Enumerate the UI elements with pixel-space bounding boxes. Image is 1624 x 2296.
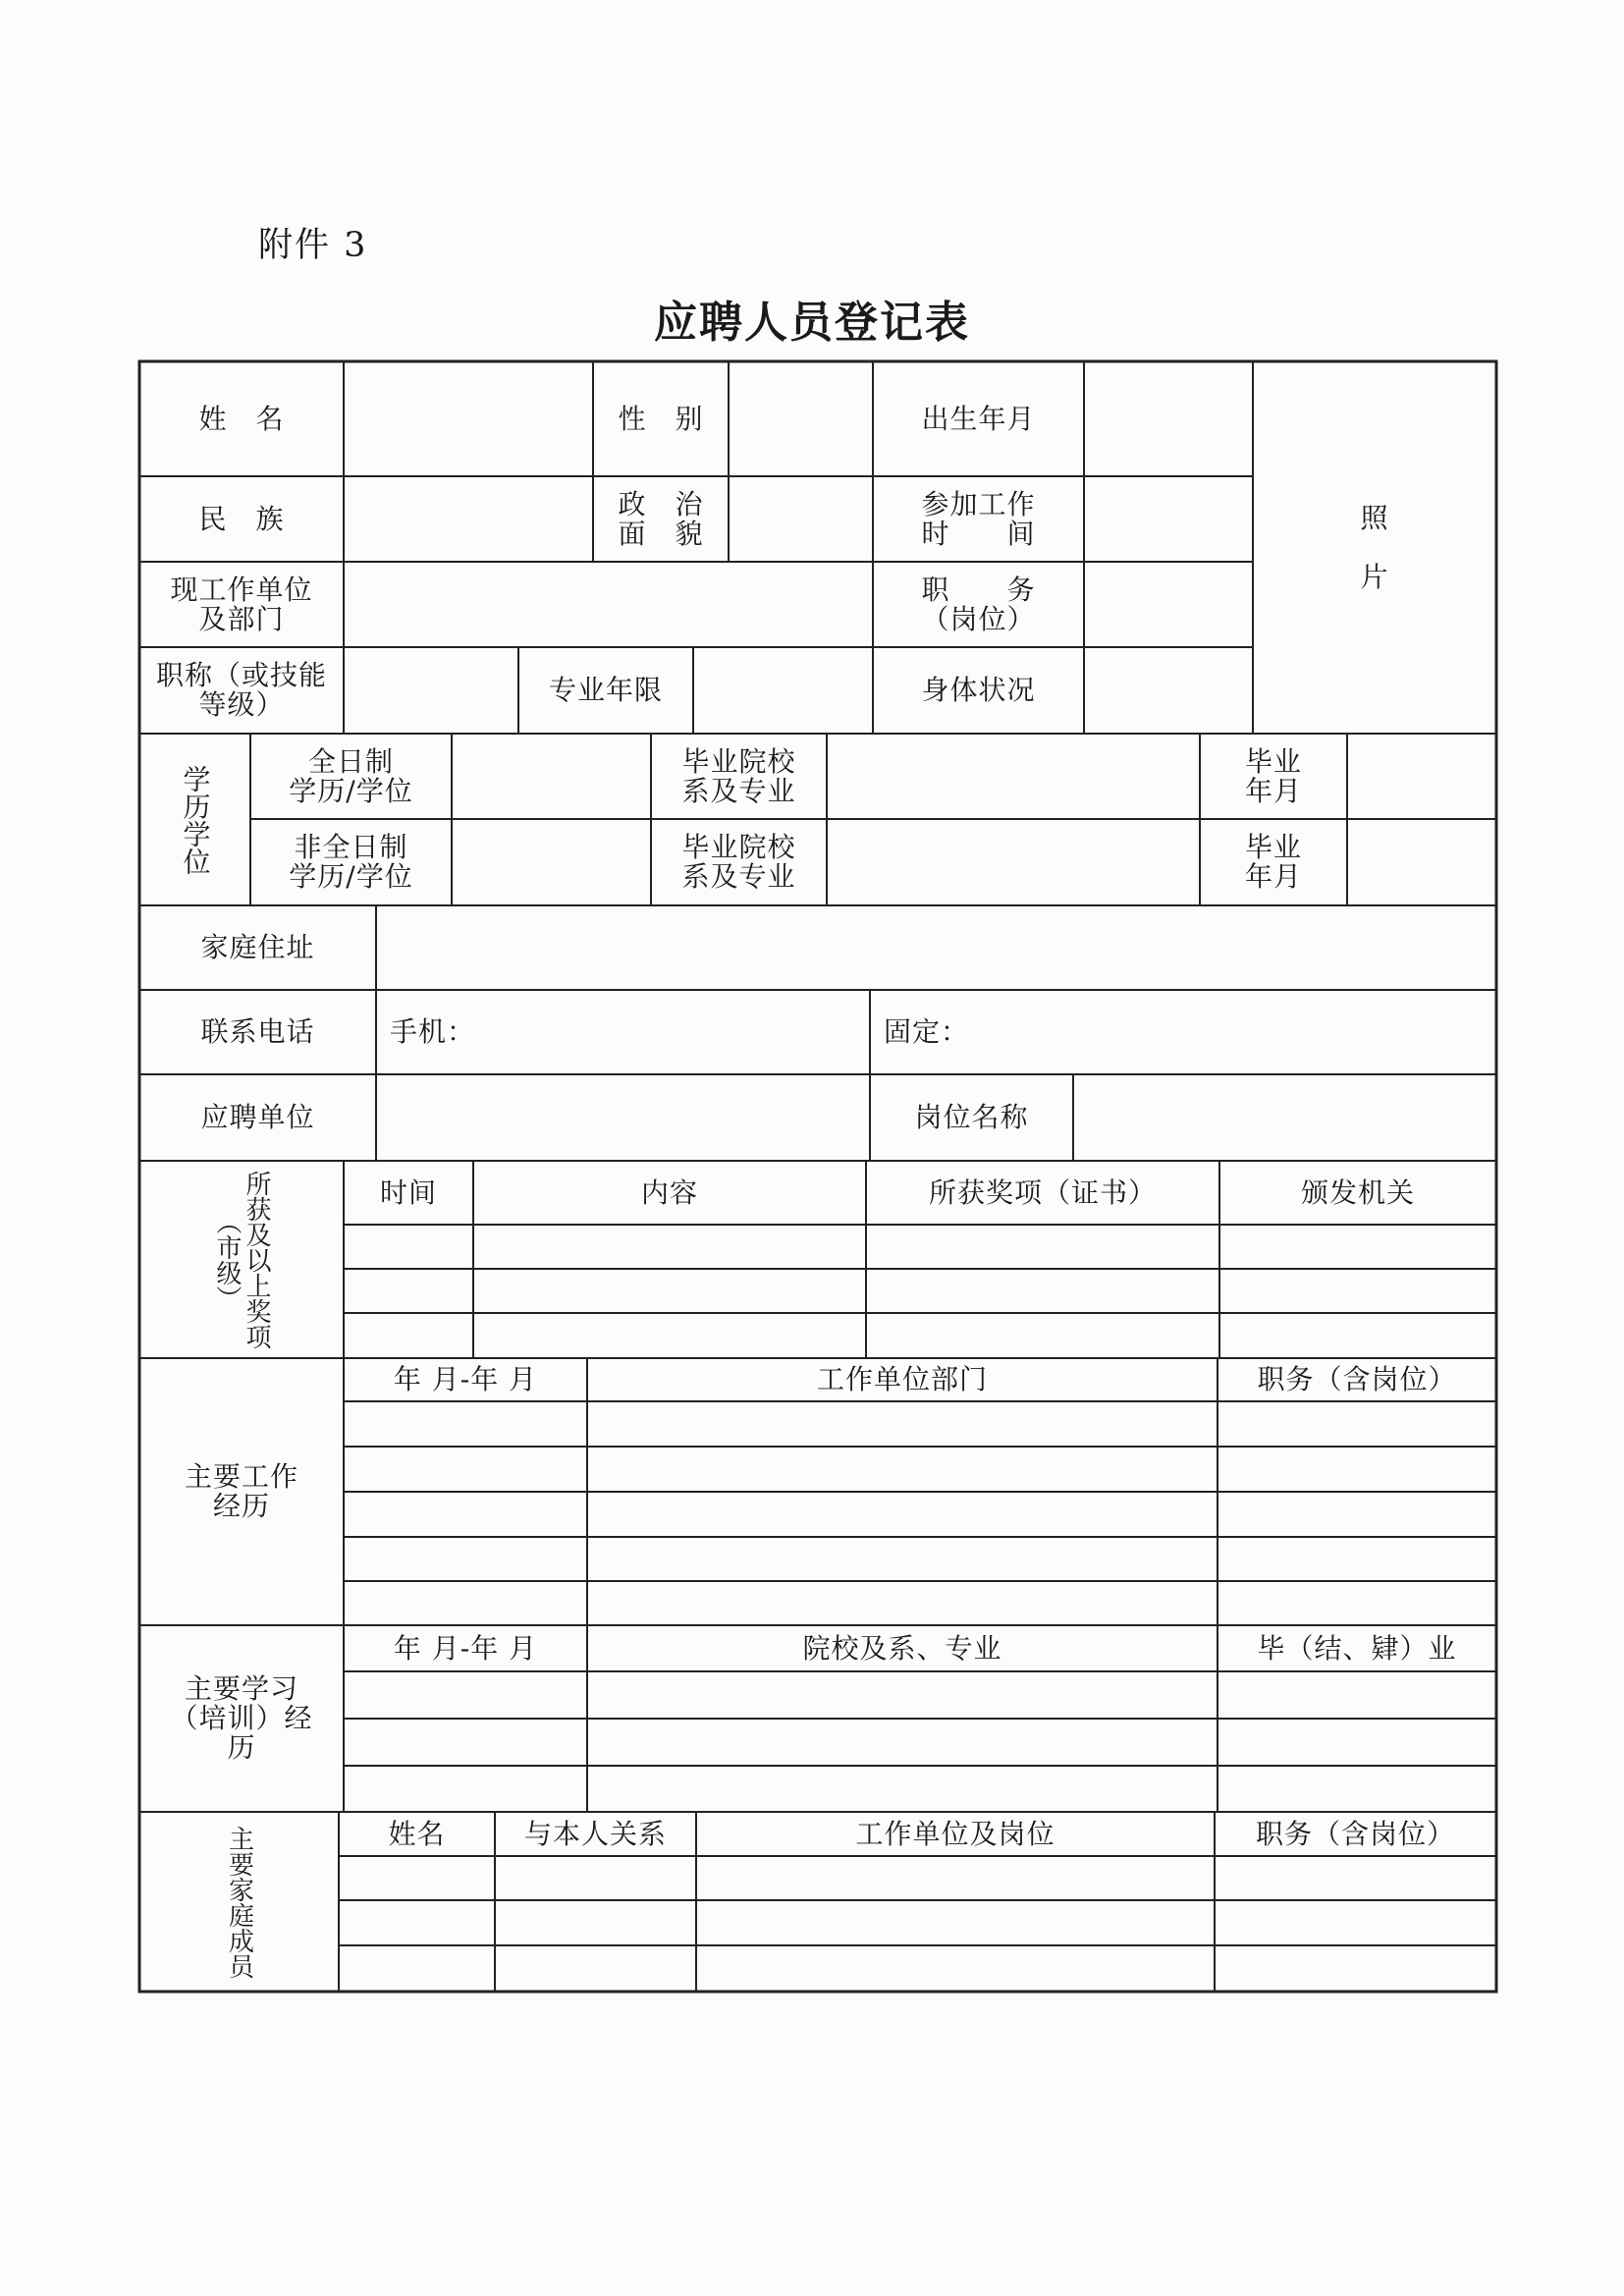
label-work-section: 主要工作 经历 [184, 1460, 298, 1522]
health-field[interactable] [1084, 647, 1253, 734]
label-address: 家庭住址 [200, 931, 315, 963]
label-health: 身体状况 [921, 674, 1036, 706]
current-unit-field[interactable] [344, 562, 873, 647]
school-2-field[interactable] [827, 819, 1200, 905]
family-col-name: 姓名 [388, 1817, 446, 1850]
label-name: 姓 名 [198, 402, 285, 435]
work-col-unit: 工作单位部门 [816, 1363, 988, 1395]
mobile-field[interactable]: 手机： [390, 1015, 476, 1048]
label-school-2: 毕业院校 系及专业 [681, 831, 796, 893]
family-col-post: 职务（含岗位） [1255, 1817, 1455, 1850]
label-gender: 性 别 [618, 402, 704, 435]
family-col-unit: 工作单位及岗位 [855, 1817, 1056, 1850]
label-years: 专业年限 [548, 674, 663, 706]
family-col-relation: 与本人关系 [523, 1817, 667, 1850]
study-col-grad: 毕（结、肄）业 [1257, 1631, 1457, 1665]
school-1-field[interactable] [827, 734, 1200, 819]
landline-field[interactable]: 固定： [884, 1015, 970, 1048]
work-col-period: 年 月-年 月 [393, 1363, 538, 1395]
position-field[interactable] [1084, 562, 1253, 647]
label-grad-1: 毕业 年月 [1244, 744, 1302, 807]
study-col-period: 年 月-年 月 [393, 1631, 538, 1665]
name-field[interactable] [344, 361, 593, 476]
label-photo[interactable]: 照 片 [1360, 501, 1389, 593]
label-work-start: 参加工作 时 间 [921, 487, 1036, 550]
label-title-skill: 职称（或技能 等级） [155, 659, 327, 721]
label-family-section: 主要家庭成员 [224, 1825, 254, 1979]
ethnicity-field[interactable] [344, 476, 593, 562]
awards-col-content: 内容 [640, 1175, 698, 1209]
address-field[interactable] [376, 905, 1496, 990]
label-education-section: 学历学位 [179, 764, 212, 875]
work-start-field[interactable] [1084, 476, 1253, 562]
awards-col-time: 时间 [379, 1175, 437, 1209]
apply-unit-field[interactable] [376, 1074, 870, 1161]
post-name-field[interactable] [1073, 1074, 1496, 1161]
work-col-post: 职务（含岗位） [1257, 1363, 1457, 1395]
label-study-section: 主要学习 （培训）经 历 [170, 1672, 313, 1764]
label-school-1: 毕业院校 系及专业 [681, 744, 796, 807]
label-phone: 联系电话 [200, 1015, 315, 1048]
label-grad-2: 毕业 年月 [1244, 831, 1302, 893]
label-apply-unit: 应聘单位 [200, 1101, 315, 1133]
label-post-name: 岗位名称 [914, 1101, 1029, 1133]
label-fulltime: 全日制 学历/学位 [289, 744, 413, 807]
label-parttime: 非全日制 学历/学位 [289, 831, 413, 893]
gender-field[interactable] [729, 361, 873, 476]
parttime-field[interactable] [452, 819, 651, 905]
label-current-unit: 现工作单位 及部门 [170, 573, 313, 635]
birth-field[interactable] [1084, 361, 1253, 476]
label-awards-section: 所获及以上奖项（市级） [212, 1170, 271, 1349]
fulltime-field[interactable] [452, 734, 651, 819]
awards-col-issuer: 颁发机关 [1300, 1175, 1415, 1209]
label-ethnicity: 民 族 [198, 502, 285, 535]
grad-1-field[interactable] [1347, 734, 1496, 819]
attachment-label: 附件 3 [258, 226, 368, 265]
grad-2-field[interactable] [1347, 819, 1496, 905]
awards-col-award: 所获奖项（证书） [928, 1175, 1157, 1209]
label-position: 职 务 （岗位） [921, 573, 1036, 635]
title-skill-field[interactable] [344, 647, 518, 734]
label-political: 政 治 面 貌 [618, 487, 704, 550]
years-field[interactable] [693, 647, 873, 734]
political-field[interactable] [729, 476, 873, 562]
form-title: 应聘人员登记表 [654, 298, 970, 348]
label-birth: 出生年月 [921, 402, 1036, 435]
study-col-school: 院校及系、专业 [802, 1631, 1002, 1665]
